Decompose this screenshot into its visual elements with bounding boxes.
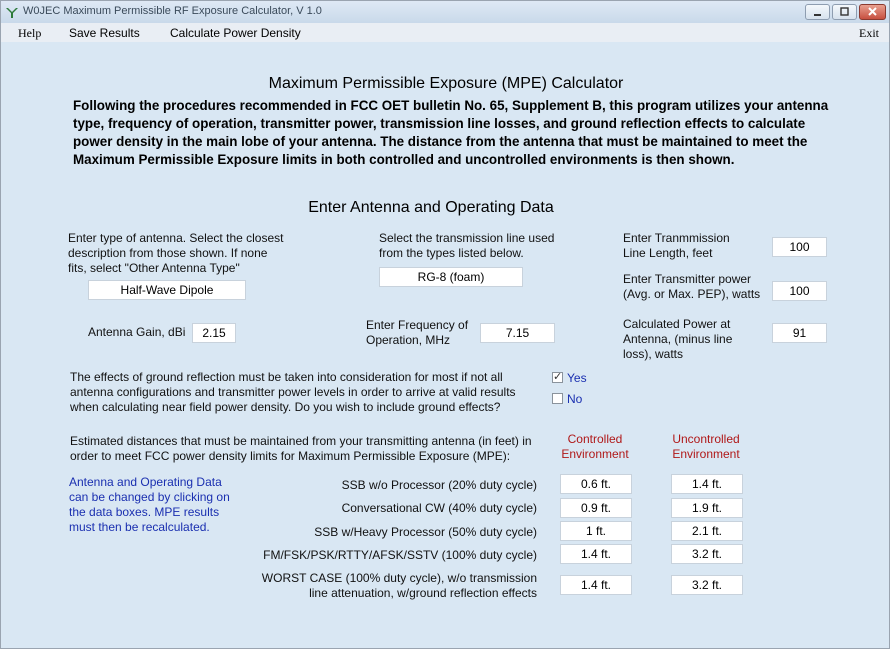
antenna-app-icon	[5, 5, 19, 19]
frequency-label-line-1: Enter Frequency of	[366, 318, 469, 332]
result-row-label: SSB w/Heavy Processor (50% duty cycle)	[314, 525, 537, 539]
line-instruction-line-1: Select the transmission line used	[379, 231, 555, 245]
result-row-uncontrolled: 2.1 ft.	[671, 521, 743, 541]
result-row-uncontrolled: 3.2 ft.	[671, 544, 743, 564]
line-length-label-line-1: Enter Tranmmission	[623, 231, 730, 245]
ground-yes-checkbox[interactable]	[552, 372, 563, 383]
menu-save-results[interactable]: Save Results	[69, 26, 140, 40]
minimize-icon	[806, 5, 829, 19]
menu-bar	[1, 23, 889, 42]
maximize-button[interactable]	[832, 4, 857, 20]
close-button[interactable]	[859, 4, 886, 20]
worst-case-label-line-1: WORST CASE (100% duty cycle), w/o transmission	[261, 571, 537, 585]
edit-note-line-3: the data boxes. MPE results	[69, 505, 220, 519]
frequency-label-line-2: Operation, MHz	[366, 333, 451, 347]
check-icon: ✓	[553, 371, 563, 383]
worst-case-label-line-2: line attenuation, w/ground reflection effects	[309, 586, 537, 600]
line-instruction-line-2: from the types listed below.	[379, 246, 524, 260]
result-row-label: FM/FSK/PSK/RTTY/AFSK/SSTV (100% duty cycle)	[263, 548, 537, 562]
ground-no-checkbox[interactable]	[552, 393, 563, 404]
edit-note	[69, 475, 230, 535]
result-row-label: SSB w/o Processor (20% duty cycle)	[341, 478, 537, 492]
antenna-instruction-line-2: description from those shown. If none	[68, 246, 268, 260]
controlled-header-line-2: Environment	[561, 447, 629, 461]
calc-power-label-line-2: Antenna, (minus line	[623, 332, 733, 346]
line-length-label-line-2: Line Length, feet	[623, 246, 713, 260]
worst-case-controlled: 1.4 ft.	[560, 575, 632, 595]
power-label-line-1: Enter Transmitter power	[623, 272, 752, 286]
line-length-field[interactable]: 100	[772, 237, 827, 257]
ground-question-line-3: when calculating near field power density. Do you wish to include ground effects?	[70, 400, 501, 414]
antenna-instruction-line-3: fits, select "Other Antenna Type"	[68, 261, 240, 275]
controlled-header-line-1: Controlled	[567, 432, 623, 446]
minimize-button[interactable]	[805, 4, 830, 20]
menu-help[interactable]: Help	[18, 26, 42, 40]
edit-note-line-2: can be changed by clicking on	[69, 490, 230, 504]
page-title: Maximum Permissible Exposure (MPE) Calculator	[268, 75, 624, 92]
result-row-controlled: 0.9 ft.	[560, 498, 632, 518]
calc-power-label-line-1: Calculated Power at	[623, 317, 731, 331]
result-row-controlled: 0.6 ft.	[560, 474, 632, 494]
title-bar	[1, 1, 889, 23]
ground-no-label[interactable]: No	[567, 392, 583, 406]
result-row-uncontrolled: 1.4 ft.	[671, 474, 743, 494]
edit-note-line-1: Antenna and Operating Data	[69, 475, 222, 489]
antenna-gain-field[interactable]: 2.15	[192, 323, 236, 343]
power-label-line-2: (Avg. or Max. PEP), watts	[623, 287, 761, 301]
line-type-field[interactable]: RG-8 (foam)	[379, 267, 523, 287]
close-icon	[860, 5, 885, 19]
result-row-controlled: 1.4 ft.	[560, 544, 632, 564]
section-title: Enter Antenna and Operating Data	[308, 199, 554, 216]
results-intro-line-1: Estimated distances that must be maintained from your transmitting antenna (in feet) in	[70, 434, 532, 448]
worst-case-uncontrolled: 3.2 ft.	[671, 575, 743, 595]
menu-exit[interactable]: Exit	[859, 26, 879, 40]
edit-note-line-4: must then be recalculated.	[69, 520, 210, 534]
antenna-instruction-line-1: Enter type of antenna. Select the closest	[68, 231, 284, 245]
calculated-power-field: 91	[772, 323, 827, 343]
calc-power-label-line-3: loss), watts	[623, 347, 684, 361]
results-intro-line-2: order to meet FCC power density limits for Maximum Permissible Exposure (MPE):	[70, 449, 511, 463]
maximize-icon	[833, 5, 856, 19]
ground-question-line-1: The effects of ground reflection must be taken into consideration for most if not all	[70, 370, 503, 384]
antenna-type-field[interactable]: Half-Wave Dipole	[88, 280, 246, 300]
uncontrolled-header-line-2: Environment	[672, 447, 740, 461]
ground-yes-label[interactable]: Yes	[567, 371, 587, 385]
menu-calculate-power-density[interactable]: Calculate Power Density	[170, 26, 301, 40]
intro-paragraph: Following the procedures recommended in FCC OET bulletin No. 65, Supplement B, this program utilizes your antenna type, frequency of operation, transmitter power, transmission line losses, and ground reflection effects to calculate power density in the main lobe of your antenna. The distance from the antenna that must be maintained to meet the Maximum Permissible Exposure limits in both controlled and uncontrolled environments is then shown.	[73, 98, 829, 167]
frequency-field[interactable]: 7.15	[480, 323, 555, 343]
result-row-uncontrolled: 1.9 ft.	[671, 498, 743, 518]
transmitter-power-field[interactable]: 100	[772, 281, 827, 301]
uncontrolled-header-line-1: Uncontrolled	[672, 432, 740, 446]
antenna-gain-label: Antenna Gain, dBi	[88, 325, 186, 339]
result-row-controlled: 1 ft.	[560, 521, 632, 541]
window-title: W0JEC Maximum Permissible RF Exposure Calculator, V 1.0	[23, 5, 322, 17]
ground-question-line-2: antenna configurations and transmitter power levels in order to arrive at valid results	[70, 385, 516, 399]
result-row-label: Conversational CW (40% duty cycle)	[341, 501, 537, 515]
